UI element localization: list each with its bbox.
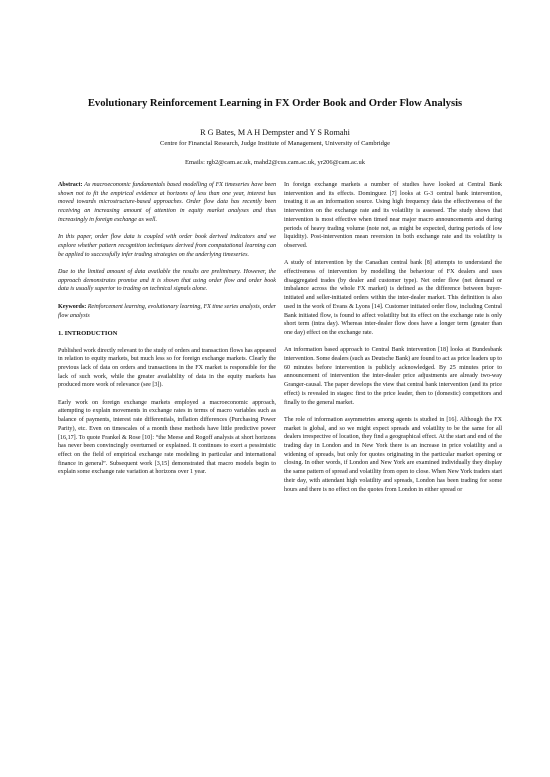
abstract-paragraph-2: In this paper, order flow data is coupled with order book derived indicators and we explore whether pattern recognition techniques derived from computational learning can be applied to successfully infer trading strategies on the underlying timeseries. — [58, 234, 276, 258]
section-heading-introduction: 1. INTRODUCTION — [58, 329, 118, 337]
keywords-text: Reinforcement learning, evolutionary learning, FX time series analysis, order flow analysis — [58, 303, 276, 319]
intro-paragraph-2: Early work on foreign exchange markets employed a macroeconomic approach, attempting to explain movements in exchange rates in terms of macro variables such as balance of payments, interest rate differentials, inflation differences (Purchasing Power Parity), etc. Even on timescales of a month these methods have little predictive power [16,17]. To quote Frankel & Rose [10]: “the Meese and Rogoff analysis at short horizons has never been convincingly overturned or explained. It continues to exert a pessimistic effect on the field of empirical exchange rate modeling in particular and international finance in general”. Subsequent work [3,15] demonstrated that macro models begin to explain some exchange rate variation at horizons over 1 year. — [58, 399, 276, 476]
paper-emails: Emails: rgb2@cam.ac.uk, mahd2@cus.cam.ac.uk, yr206@cam.ac.uk — [185, 159, 365, 166]
keywords-paragraph — [58, 303, 276, 320]
right-paragraph-3: An information based approach to Central Bank intervention [18] looks at Bundesbank intervention. Some dealers (such as Deutsche Bank) are found to act as price leaders up to 60 minutes before intervention is publicly acknowledged. By 25 minutes prior to announcement of intervention the inter-dealer price adjustments are already two-way Granger-causal. The paper develops the view that central bank intervention (and its price effect) is revealed in stages: first to the price leader, then to (domestic) competitors and finally to the general market. — [284, 347, 502, 406]
paper-title: Evolutionary Reinforcement Learning in FX Order Book and Order Flow Analysis — [87, 98, 463, 109]
abstract-text-1: As macroeconomic fundamentals based modelling of FX timeseries have been shown not to fit the empirical evidence at horizons of less than one year, interest has moved towards microstructure-based approaches. Order flow data has recently been receiving an increasing amount of attention in equity market analyses and thus increasingly in foreign exchange as well. — [58, 182, 276, 223]
right-paragraph-2: A study of intervention by the Canadian central bank [8] attempts to understand the effectiveness of intervention by modelling the behaviour of FX dealers and uses disaggregated trades (by dealer and customer type). Net order flow (net demand or imbalance across the whole FX market) is defined as the difference between buyer-initiated and seller-initiated orders within the inter-dealer market. This definition is also used in the work of Evans & Lyons [14]. Customer initiated order flow, including Central Bank initiated flow, is found to affect volatility but its effect on the exchange rate is only short term (intra day). Whereas inter-dealer flow does have a longer term (greater than one day) effect on the exchange rate. — [284, 260, 502, 336]
right-paragraph-1: In foreign exchange markets a number of studies have looked at Central Bank intervention and its effects. Dominguez [7] looks at G-3 central bank intervention, treating it as an information source. Using high frequency data the effectiveness of the intervention on the exchange rate and its volatility is assessed. The study shows that intervention is most effective when timed near major macro announcements and during periods of heavy trading volume (note not, as might be expected, during periods of low liquidity). Post-intervention mean reversion in both exchange rate and its volatility is observed. — [284, 182, 502, 249]
intro-paragraph-1: Published work directly relevant to the study of orders and transaction flows has appeared in relation to equity markets, but much less so for foreign exchange markets. Clearly the previous lack of data on orders and transactions in the FX market is responsible for the lack of such work, while the greater availability of data in the equity markets has produced more work of relevance (see [3]). — [58, 347, 276, 389]
paper-authors: R G Bates, M A H Dempster and Y S Romahi — [200, 128, 350, 137]
abstract-paragraph-1 — [58, 181, 276, 225]
abstract-label: Abstract: — [58, 182, 83, 188]
left-column — [58, 181, 276, 486]
paper-affiliation: Centre for Financial Research, Judge Institute of Management, University of Cambridge — [160, 140, 390, 147]
keywords-label: Keywords: — [58, 303, 87, 310]
abstract-paragraph-3: Due to the limited amount of data available the results are preliminary. However, the approach demonstrates promise and it is shown that using order flow and order book data is usually superior to trading on technical signals alone. — [58, 269, 276, 293]
right-column — [284, 181, 502, 503]
right-paragraph-4: The role of information asymmetries among agents is studied in [16]. Although the FX market is global, and so we might expect spreads and volatility to be the same for all dealers irrespective of location, they find a geographical effect. At the start and end of the trading day in London and in New York there is an increase in price volatility and a widening of spreads, but only for quotes originating in the particular market opening or closing. In other words, if London and New York are examined individually they display the same pattern of spread and volatility from open to close. When New York traders start their day, with attendant high volatility and spreads, London has been trading for some hours and there is no effect on the quotes from London in either spread or — [284, 416, 502, 493]
